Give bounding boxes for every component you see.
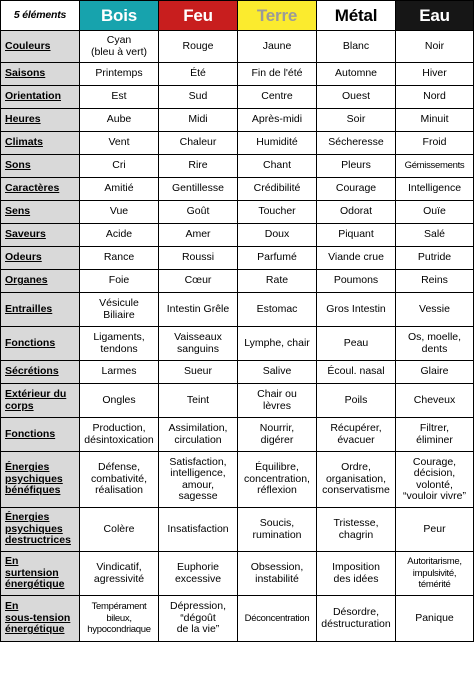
table-cell: Récupérer, évacuer: [317, 418, 396, 452]
table-cell: Chant: [238, 155, 317, 178]
table-cell: Cyan (bleu à vert): [80, 31, 159, 63]
table-row: [1, 270, 474, 293]
table-cell: Vésicule Biliaire: [80, 293, 159, 327]
table-cell: Rance: [80, 247, 159, 270]
table-cell: Gémissements: [396, 155, 474, 178]
table-row: [1, 86, 474, 109]
row-label: Sens: [1, 201, 80, 224]
table-row: [1, 178, 474, 201]
table-cell: Défense, combativité, réalisation: [80, 452, 159, 508]
row-label: Entrailles: [1, 293, 80, 327]
table-cell: Os, moelle, dents: [396, 327, 474, 361]
table-cell: Gros Intestin: [317, 293, 396, 327]
table-cell: Aube: [80, 109, 159, 132]
table-cell: Soucis, rumination: [238, 508, 317, 552]
table-row: [1, 418, 474, 452]
table-cell: Insatisfaction: [159, 508, 238, 552]
table-row: [1, 508, 474, 552]
table-cell: Ongles: [80, 384, 159, 418]
table-cell: Nourrir, digérer: [238, 418, 317, 452]
table-cell: Vent: [80, 132, 159, 155]
row-label: Fonctions: [1, 327, 80, 361]
element-header-3: Terre: [238, 1, 317, 31]
table-row: [1, 31, 474, 63]
table-row: [1, 293, 474, 327]
table-cell: Rate: [238, 270, 317, 293]
row-label: Fonctions: [1, 418, 80, 452]
table-cell: Cri: [80, 155, 159, 178]
table-cell: Courage: [317, 178, 396, 201]
table-cell: Fin de l'été: [238, 63, 317, 86]
table-cell: Tristesse, chagrin: [317, 508, 396, 552]
table-row: [1, 596, 474, 642]
table-cell: Soir: [317, 109, 396, 132]
table-cell: Humidité: [238, 132, 317, 155]
table-cell: Midi: [159, 109, 238, 132]
corner-label: 5 éléments: [1, 1, 80, 31]
table-cell: Cœur: [159, 270, 238, 293]
table-cell: Amitié: [80, 178, 159, 201]
table-cell: Foie: [80, 270, 159, 293]
table-cell: Salive: [238, 361, 317, 384]
table-cell: Teint: [159, 384, 238, 418]
table-cell: Acide: [80, 224, 159, 247]
row-label: Caractères: [1, 178, 80, 201]
table-cell: Crédibilité: [238, 178, 317, 201]
table-cell: Printemps: [80, 63, 159, 86]
table-row: [1, 63, 474, 86]
table-row: [1, 224, 474, 247]
table-cell: Chaleur: [159, 132, 238, 155]
table-cell: Ordre, organisation, conservatisme: [317, 452, 396, 508]
table-cell: Courage, décision, volonté, “vouloir vivre”: [396, 452, 474, 508]
table-cell: Centre: [238, 86, 317, 109]
table-cell: Assimilation, circulation: [159, 418, 238, 452]
table-cell: Euphorie excessive: [159, 552, 238, 596]
row-label: Saisons: [1, 63, 80, 86]
table-cell: Colère: [80, 508, 159, 552]
table-cell: Déconcentration: [238, 596, 317, 642]
table-cell: Vaisseaux sanguins: [159, 327, 238, 361]
row-label: Odeurs: [1, 247, 80, 270]
row-label: Saveurs: [1, 224, 80, 247]
element-header-4: Métal: [317, 1, 396, 31]
element-header-2: Feu: [159, 1, 238, 31]
table-cell: Noir: [396, 31, 474, 63]
table-cell: Poumons: [317, 270, 396, 293]
table-cell: Est: [80, 86, 159, 109]
table-row: [1, 201, 474, 224]
row-label: Sons: [1, 155, 80, 178]
table-body: [1, 31, 474, 642]
table-cell: Vue: [80, 201, 159, 224]
table-cell: Équilibre, concentration, réflexion: [238, 452, 317, 508]
table-cell: Viande crue: [317, 247, 396, 270]
table-cell: Imposition des idées: [317, 552, 396, 596]
element-header-5: Eau: [396, 1, 474, 31]
table-cell: Tempérament bileux, hypocondriaque: [80, 596, 159, 642]
table-cell: Minuit: [396, 109, 474, 132]
table-cell: Blanc: [317, 31, 396, 63]
table-row: [1, 452, 474, 508]
table-cell: Goût: [159, 201, 238, 224]
table-row: [1, 132, 474, 155]
row-label: En surtension énergétique: [1, 552, 80, 596]
table-cell: Après-midi: [238, 109, 317, 132]
table-cell: Roussi: [159, 247, 238, 270]
table-cell: Ouest: [317, 86, 396, 109]
table-cell: Salé: [396, 224, 474, 247]
table-cell: Peau: [317, 327, 396, 361]
element-header-1: Bois: [80, 1, 159, 31]
table-cell: Hiver: [396, 63, 474, 86]
row-label: Orientation: [1, 86, 80, 109]
table-row: [1, 247, 474, 270]
row-label: Extérieur du corps: [1, 384, 80, 418]
table-cell: Poils: [317, 384, 396, 418]
table-cell: Dépression, “dégoût de la vie”: [159, 596, 238, 642]
table-cell: Sueur: [159, 361, 238, 384]
table-row: [1, 327, 474, 361]
table-cell: Cheveux: [396, 384, 474, 418]
table-cell: Désordre, déstructuration: [317, 596, 396, 642]
row-label: Sécrétions: [1, 361, 80, 384]
row-label: En sous-tension énergétique: [1, 596, 80, 642]
table-cell: Glaire: [396, 361, 474, 384]
table-cell: Satisfaction, intelligence, amour, sagesse: [159, 452, 238, 508]
table-cell: Doux: [238, 224, 317, 247]
table-cell: Rouge: [159, 31, 238, 63]
table-cell: Putride: [396, 247, 474, 270]
table-cell: Piquant: [317, 224, 396, 247]
table-row: [1, 384, 474, 418]
table-cell: Panique: [396, 596, 474, 642]
table-cell: Reins: [396, 270, 474, 293]
row-label: Couleurs: [1, 31, 80, 63]
table-cell: Intestin Grêle: [159, 293, 238, 327]
table-cell: Ouïe: [396, 201, 474, 224]
table-cell: Parfumé: [238, 247, 317, 270]
table-cell: Pleurs: [317, 155, 396, 178]
table-cell: Amer: [159, 224, 238, 247]
table-cell: Production, désintoxication: [80, 418, 159, 452]
table-cell: Lymphe, chair: [238, 327, 317, 361]
row-label: Énergies psychiques destructrices: [1, 508, 80, 552]
table-cell: Intelligence: [396, 178, 474, 201]
table-cell: Ligaments, tendons: [80, 327, 159, 361]
table-cell: Odorat: [317, 201, 396, 224]
table-cell: Sud: [159, 86, 238, 109]
header-row: [1, 1, 474, 31]
table-cell: Larmes: [80, 361, 159, 384]
table-cell: Nord: [396, 86, 474, 109]
table-cell: Peur: [396, 508, 474, 552]
table-cell: Écoul. nasal: [317, 361, 396, 384]
table-cell: Rire: [159, 155, 238, 178]
table-cell: Toucher: [238, 201, 317, 224]
table-cell: Jaune: [238, 31, 317, 63]
table-cell: Vindicatif, agressivité: [80, 552, 159, 596]
row-label: Climats: [1, 132, 80, 155]
table-cell: Filtrer, éliminer: [396, 418, 474, 452]
table-row: [1, 552, 474, 596]
table-cell: Autoritarisme, impulsivité, témérité: [396, 552, 474, 596]
table-cell: Estomac: [238, 293, 317, 327]
table-row: [1, 361, 474, 384]
row-label: Heures: [1, 109, 80, 132]
table-row: [1, 109, 474, 132]
table-cell: Sécheresse: [317, 132, 396, 155]
table-cell: Froid: [396, 132, 474, 155]
table-cell: Obsession, instabilité: [238, 552, 317, 596]
row-label: Énergies psychiques bénéfiques: [1, 452, 80, 508]
table-row: [1, 155, 474, 178]
table-cell: Été: [159, 63, 238, 86]
table-cell: Automne: [317, 63, 396, 86]
row-label: Organes: [1, 270, 80, 293]
table-cell: Chair ou lèvres: [238, 384, 317, 418]
table-cell: Vessie: [396, 293, 474, 327]
table-cell: Gentillesse: [159, 178, 238, 201]
